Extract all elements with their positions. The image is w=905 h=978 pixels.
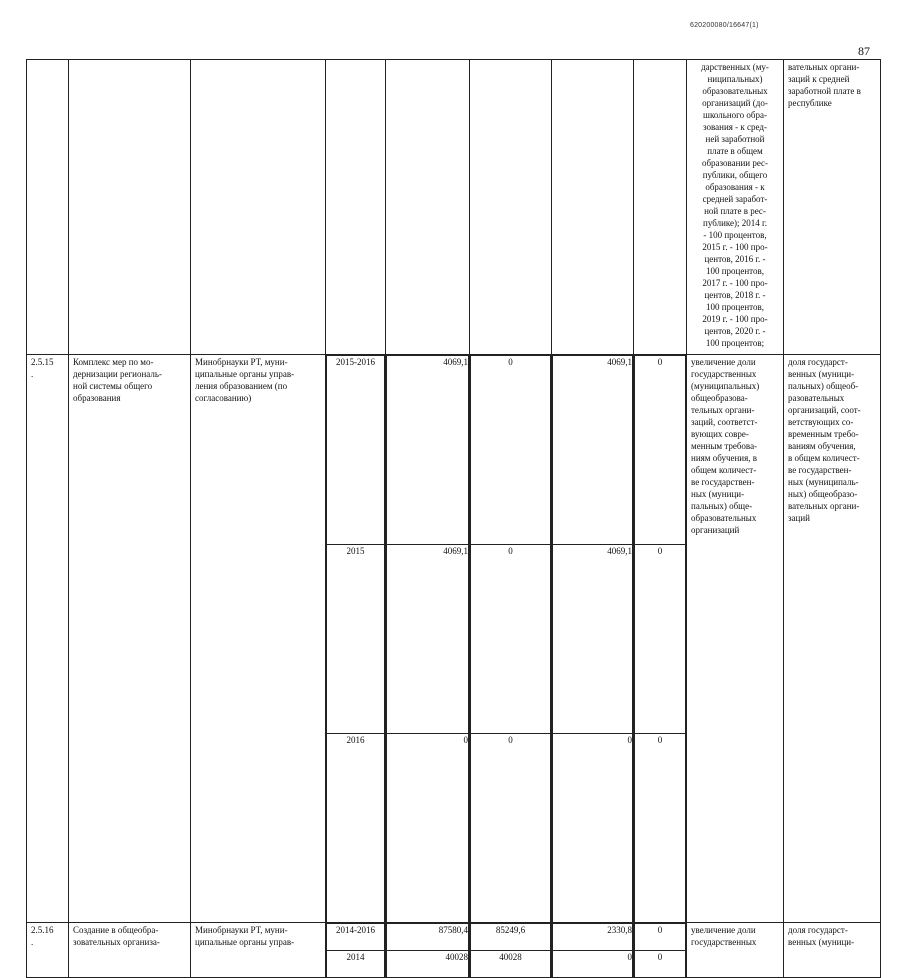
table-row	[27, 355, 881, 923]
cell-target: доля государст- венных (муници-	[784, 923, 881, 978]
document-id: 620200080/16647(1)	[690, 22, 759, 29]
cell-indicator: увеличение доли государственных (муниципальных) общеобразова- тельных органи- заций, соответст- вующих совре- менным требова- ниям обучения, в общем количест- ве государствен- ных (муници- пальных) обще- образовательных организаций	[687, 355, 784, 923]
cell-name: Комплекс мер по мо- дернизации региональ- ной системы общего образования	[69, 355, 191, 923]
cell-indicator: увеличение доли государственных	[687, 923, 784, 978]
cell-years: 2014-2016 2014	[326, 923, 386, 978]
cell-executor: Минобрнауки РТ, муни- ципальные органы управ- ления образованием (по согласованию)	[191, 355, 326, 923]
cell-federal: 85249,6 40028	[470, 923, 552, 978]
cell-num	[27, 60, 69, 355]
cell-other: 0 0	[634, 923, 687, 978]
cell-years	[326, 60, 386, 355]
cell-name: Создание в общеобра- зовательных организа-	[69, 923, 191, 978]
cell-num: 2.5.16 .	[27, 923, 69, 978]
program-table	[26, 59, 881, 978]
cell-federal	[470, 60, 552, 355]
cell-republic: 4069,1 4069,1 0	[552, 355, 634, 923]
cell-republic: 2330,8 0	[552, 923, 634, 978]
table-row	[27, 923, 881, 978]
cell-total: 87580,4 40028	[386, 923, 470, 978]
cell-executor: Минобрнауки РТ, муни- ципальные органы управ-	[191, 923, 326, 978]
cell-num: 2.5.15 .	[27, 355, 69, 923]
cell-target: вательных органи- заций к средней заработной плате в республике	[784, 60, 881, 355]
page-number: 87	[858, 44, 870, 58]
cell-years: 2015-2016 2015 2016	[326, 355, 386, 923]
cell-executor	[191, 60, 326, 355]
table-row	[27, 60, 881, 355]
cell-republic	[552, 60, 634, 355]
cell-target: доля государст- венных (муници- пальных) общеоб- разовательных организаций, соот- ветствующих со- временным требо- ваниям обучения, в общем количест- ве государствен- ных (муниципаль- ных) общеобразо- вательных органи- заций	[784, 355, 881, 923]
cell-other	[634, 60, 687, 355]
cell-other: 0 0 0	[634, 355, 687, 923]
cell-name	[69, 60, 191, 355]
cell-federal: 0 0 0	[470, 355, 552, 923]
cell-total	[386, 60, 470, 355]
cell-indicator: дарственных (му- ниципальных) образовательных организаций (до- школьного обра- зования - к сред- ней заработной плате в общем образовании рес- публики, общего образования - к средней заработ- ной плате в рес- публике); 2014 г. - 100 процентов, 2015 г. - 100 про- центов, 2016 г. - 100 процентов, 2017 г. - 100 про- центов, 2018 г. - 100 процентов, 2019 г. - 100 про- центов, 2020 г. - 100 процентов;	[687, 60, 784, 355]
cell-total: 4069,1 4069,1 0	[386, 355, 470, 923]
